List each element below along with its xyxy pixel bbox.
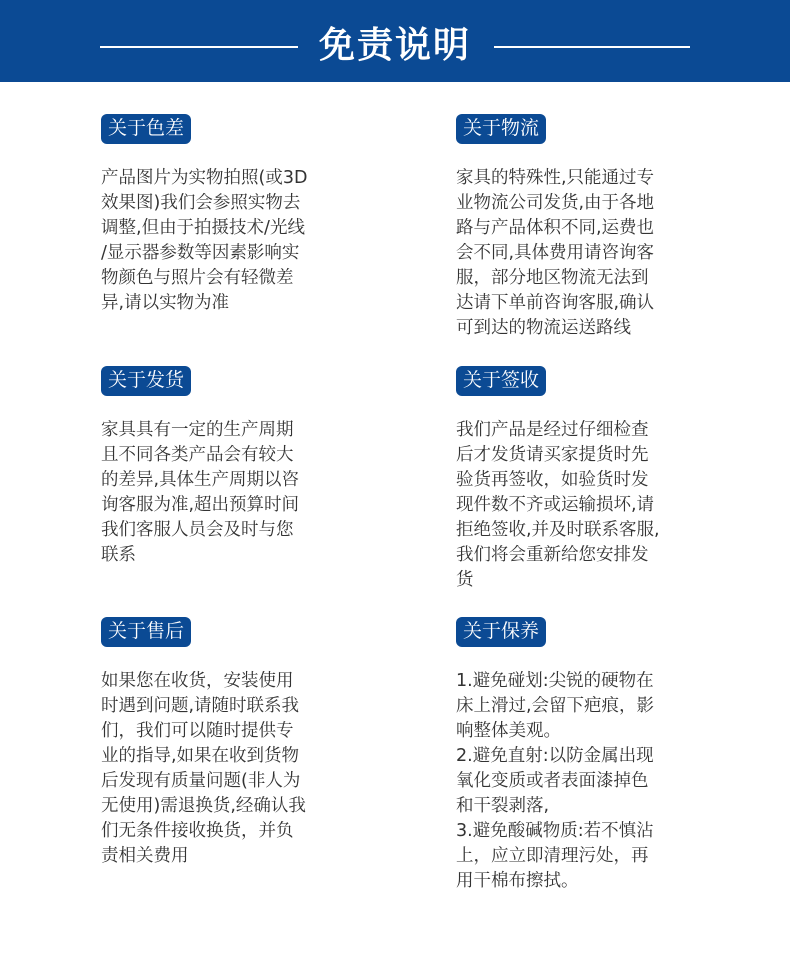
section-logistics xyxy=(456,114,696,341)
section-tag-color-difference: 关于色差 xyxy=(101,114,191,144)
section-tag-after-sales: 关于售后 xyxy=(101,617,191,647)
section-text-logistics: 家具的特殊性,只能通过专 业物流公司发货,由于各地 路与产品体积不同,运费也 会不同,具体费用请咨询客 服，部分地区物流无法到 达请下单前咨询客服,确认 可到达的物流运送路线 xyxy=(456,168,655,338)
section-tag-shipping: 关于发货 xyxy=(101,366,191,396)
section-text-after-sales: 如果您在收货，安装使用 时遇到问题,请随时联系我 们，我们可以随时提供专 业的指导,如果在收到货物 后发现有质量问题(非人为 无使用)需退换货,经确认我 们无条件接收换货，并负 责相关费用 xyxy=(101,671,306,866)
section-maintenance xyxy=(456,617,696,894)
section-text-signing: 我们产品是经过仔细检查 后才发货请买家提货时先 验货再签收，如验货时发 现件数不齐或运输损坏,请 拒绝签收,并及时联系客服, 我们将会重新给您安排发 货 xyxy=(456,420,660,590)
header-divider-right xyxy=(494,46,690,48)
section-tag-maintenance: 关于保养 xyxy=(456,617,546,647)
section-text-maintenance: 1.避免碰划:尖锐的硬物在 床上滑过,会留下疤痕，影 响整体美观。 2.避免直射:以防金属出现 氧化变质或者表面漆掉色 和干裂剥落, 3.避免酸碱物质:若不慎沾 上，应立即清理污处，再 用干棉布擦拭。 xyxy=(456,671,655,891)
page-title: 免责说明 xyxy=(318,25,471,66)
section-text-shipping: 家具具有一定的生产周期 且不同各类产品会有较大 的差异,具体生产周期以咨 询客服为准,超出预算时间 我们客服人员会及时与您 联系 xyxy=(101,420,300,565)
section-color-difference xyxy=(101,114,341,316)
section-tag-logistics: 关于物流 xyxy=(456,114,546,144)
header-banner xyxy=(0,0,790,82)
section-tag-signing: 关于签收 xyxy=(456,366,546,396)
section-text-color-difference: 产品图片为实物拍照(或3D 效果图)我们会参照实物去 调整,但由于拍摄技术/光线 /显示器参数等因素影响实 物颜色与照片会有轻微差 异,请以实物为准 xyxy=(101,168,308,313)
section-shipping xyxy=(101,366,341,568)
section-signing xyxy=(456,366,696,593)
header-divider-left xyxy=(100,46,298,48)
section-after-sales xyxy=(101,617,341,869)
